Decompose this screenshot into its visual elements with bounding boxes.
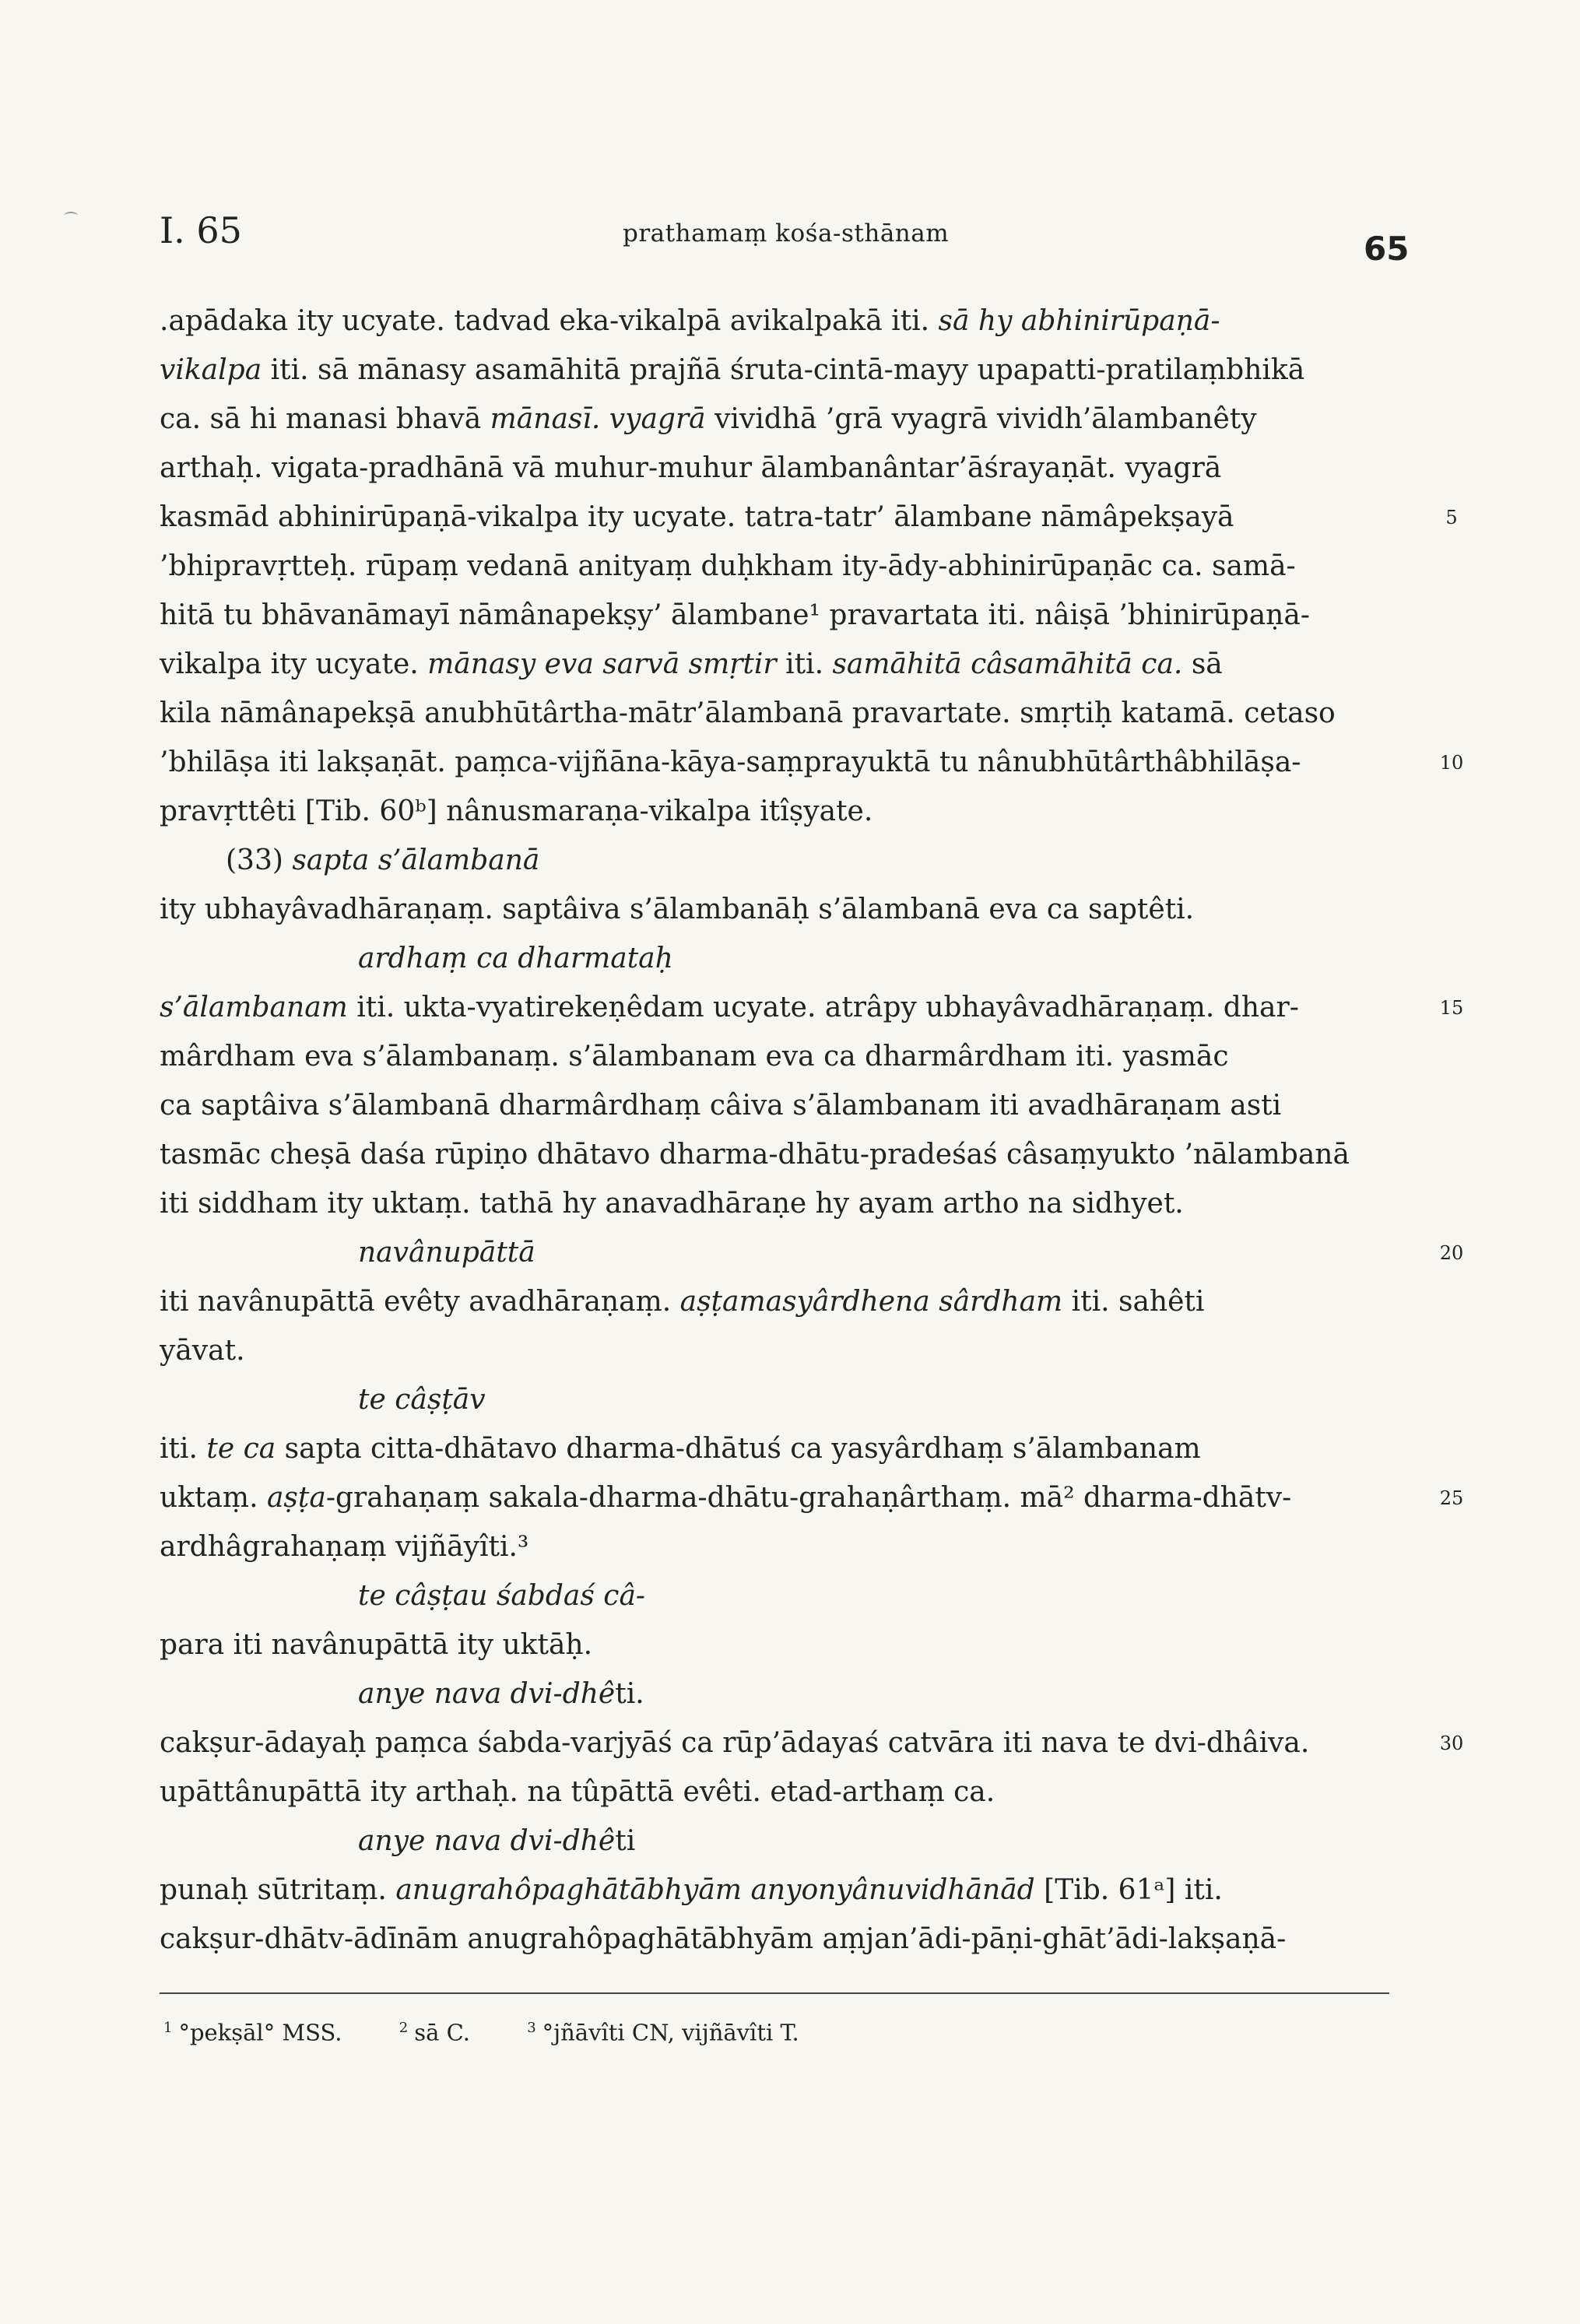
text-line: s’ālambanam iti. ukta-vyatirekeṇêdam ucyate. atrâpy ubhayâvadhāraṇaṃ. dhar-	[160, 992, 1299, 1023]
page-number: 65	[1364, 230, 1410, 268]
text-line: vikalpa ity ucyate. mānasy eva sarvā smṛtir iti. samāhitā câsamāhitā ca. sā	[160, 648, 1223, 680]
text-line: upāttânupāttā ity arthaḥ. na tûpāttā evêti. etad-arthaṃ ca.	[160, 1776, 995, 1808]
text-line: iti navânupāttā evêty avadhāraṇaṃ. aṣṭamasyârdhena sârdham iti. sahêti	[160, 1286, 1205, 1318]
line-number: 30	[1439, 1732, 1464, 1754]
text-line: kila nāmânapekṣā anubhūtârtha-mātr’ālambanā pravartate. smṛtiḥ katamā. cetaso	[160, 697, 1336, 729]
text-line: .apādaka ity ucyate. tadvad eka-vikalpā avikalpakā iti. sā hy abhinirūpaṇā-	[160, 305, 1220, 337]
line-number: 15	[1439, 997, 1464, 1019]
footnote: $^3$ °jñāvîti CN, vijñāvîti T.	[527, 2019, 799, 2046]
footnote: $^2$ sā C.	[399, 2019, 470, 2046]
text-line: uktaṃ. aṣṭa-grahaṇaṃ sakala-dharma-dhātu-grahaṇârthaṃ. mā² dharma-dhātv-	[160, 1482, 1292, 1514]
verse-line: te câṣṭau śabdaś câ-	[358, 1580, 646, 1612]
text-line: para iti navânupāttā ity uktāḥ.	[160, 1629, 593, 1661]
footnote-rule	[160, 1992, 1389, 1994]
text-line: yāvat.	[160, 1335, 245, 1367]
text-line: iti siddham ity uktaṃ. tathā hy anavadhāraṇe hy ayam artho na sidhyet.	[160, 1188, 1184, 1220]
text-line: kasmād abhinirūpaṇā-vikalpa ity ucyate. tatra-tatr’ ālambane nāmâpekṣayā	[160, 501, 1234, 533]
verse-line: te câṣṭāv	[358, 1384, 486, 1416]
text-line: ca. sā hi manasi bhavā mānasī. vyagrā vividhā ’grā vyagrā vividh’ālambanêty	[160, 403, 1257, 435]
line-number: 10	[1439, 752, 1464, 774]
verse-line: navânupāttā	[358, 1237, 535, 1269]
page-header	[0, 0, 1580, 280]
text-line: iti. te ca sapta citta-dhātavo dharma-dhātuś ca yasyârdhaṃ s’ālambanam	[160, 1433, 1201, 1465]
text-line: ardhâgrahaṇaṃ vijñāyîti.³	[160, 1531, 529, 1563]
section-reference: I. 65	[160, 209, 242, 251]
text-line: cakṣur-dhātv-ādīnām anugrahôpaghātābhyām aṃjan’ādi-pāṇi-ghāt’ādi-lakṣaṇā-	[160, 1923, 1287, 1955]
verse-line: ardhaṃ ca dharmataḥ	[358, 943, 673, 974]
text-line: cakṣur-ādayaḥ paṃca śabda-varjyāś ca rūp’ādayaś catvāra iti nava te dvi-dhâiva.	[160, 1727, 1310, 1759]
text-line: mârdham eva s’ālambanaṃ. s’ālambanam eva ca dharmârdham iti. yasmāc	[160, 1041, 1229, 1072]
verse-line: (33) sapta s’ālambanā	[226, 844, 540, 876]
text-line: ity ubhayâvadhāraṇaṃ. saptâiva s’ālambanāḥ s’ālambanā eva ca saptêti.	[160, 893, 1195, 925]
text-line: arthaḥ. vigata-pradhānā vā muhur-muhur ālambanântar’āśrayaṇāt. vyagrā	[160, 452, 1222, 484]
verse-line: anye nava dvi-dhêti.	[358, 1678, 644, 1710]
line-number: 5	[1445, 507, 1458, 528]
text-line: hitā tu bhāvanāmayī nāmânapekṣy’ ālambane¹ pravartata iti. nâiṣā ’bhinirūpaṇā-	[160, 599, 1310, 631]
line-number: 20	[1439, 1242, 1464, 1264]
text-line: punaḥ sūtritaṃ. anugrahôpaghātābhyām anyonyânuvidhānād [Tib. 61ᵃ] iti.	[160, 1874, 1223, 1906]
text-line: tasmāc cheṣā daśa rūpiṇo dhātavo dharma-dhātu-pradeśaś câsaṃyukto ’nālambanā	[160, 1139, 1350, 1171]
running-title: prathamaṃ kośa-sthānam	[623, 219, 950, 247]
verse-line: anye nava dvi-dhêti	[358, 1825, 636, 1857]
text-line: ’bhipravṛtteḥ. rūpaṃ vedanā anityaṃ duḥkham ity-ādy-abhinirūpaṇāc ca. samā-	[160, 550, 1296, 582]
text-body	[160, 296, 1389, 1955]
text-line: ’bhilāṣa iti lakṣaṇāt. paṃca-vijñāna-kāya-saṃprayuktā tu nânubhūtârthâbhilāṣa-	[160, 746, 1301, 778]
footnote: $^1$ °pekṣāl° MSS.	[163, 2019, 342, 2046]
text-line: pravṛttêti [Tib. 60ᵇ] nânusmaraṇa-vikalpa itîṣyate.	[160, 795, 873, 827]
text-line: ca saptâiva s’ālambanā dharmârdhaṃ câiva s’ālambanam iti avadhāraṇam asti	[160, 1090, 1282, 1122]
text-line: vikalpa iti. sā mānasy asamāhitā prajñā śruta-cintā-mayy upapatti-pratilaṃbhikā	[160, 354, 1305, 386]
line-number: 25	[1439, 1487, 1464, 1509]
footnotes	[163, 2006, 1253, 2053]
